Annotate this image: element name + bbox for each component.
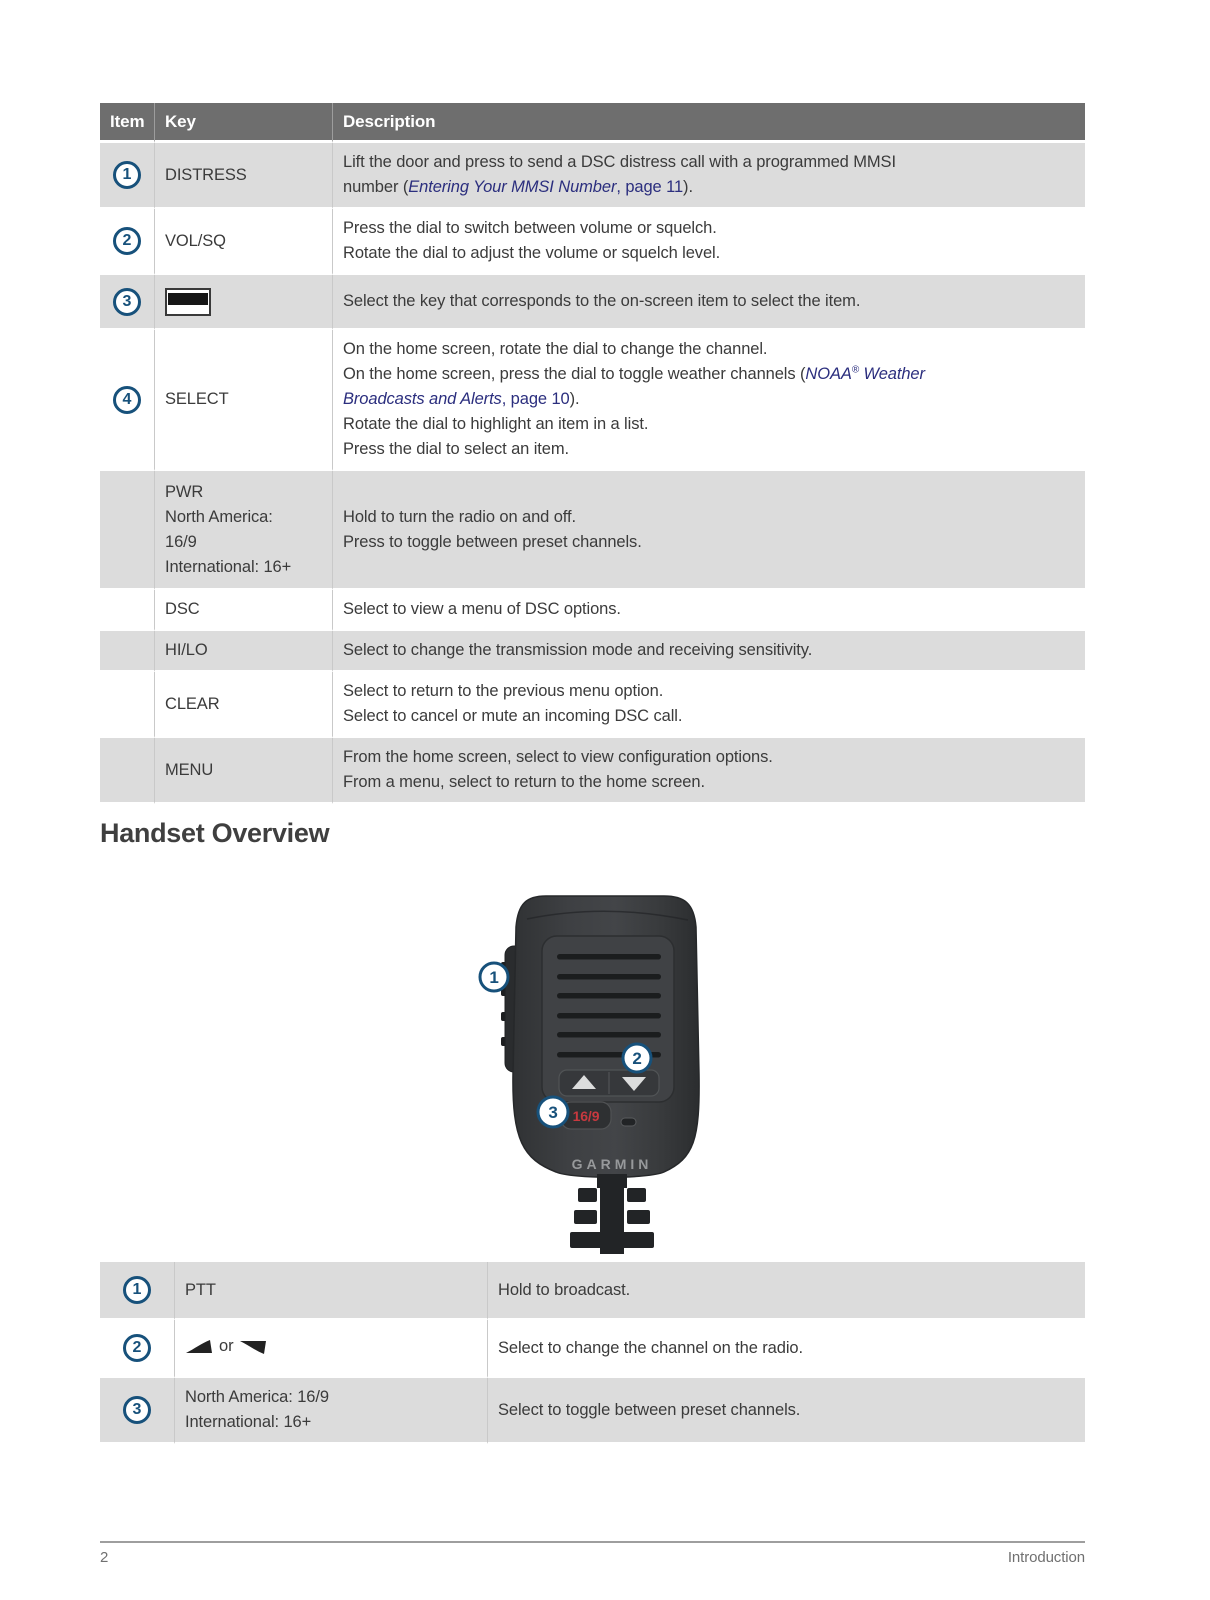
cross-reference-link[interactable]: Weather xyxy=(859,365,925,383)
callout-3 xyxy=(538,1097,568,1127)
description-line xyxy=(343,175,1075,200)
description-line xyxy=(498,1398,1075,1423)
mic-hole xyxy=(621,1118,636,1126)
description-text: Press the dial to switch between volume or squelch. xyxy=(343,219,717,237)
description-line xyxy=(343,387,1075,412)
description-line xyxy=(343,362,1075,387)
table-row xyxy=(100,1378,1085,1444)
description-cell xyxy=(333,631,1085,672)
description-cell xyxy=(333,143,1085,209)
key-cell xyxy=(155,330,333,471)
cross-reference-link[interactable]: , page 11 xyxy=(616,178,684,196)
cross-reference-link[interactable]: , page 10 xyxy=(501,390,570,408)
item-callout-number: 3 xyxy=(113,288,141,316)
description-text: Select to cancel or mute an incoming DSC call. xyxy=(343,707,683,725)
description-text: From the home screen, select to view configuration options. xyxy=(343,748,773,766)
description-line xyxy=(343,150,1075,175)
description-text: Select to change the channel on the radio. xyxy=(498,1338,803,1357)
key-label-line: PTT xyxy=(185,1280,216,1299)
key-cell xyxy=(175,1378,488,1444)
item-cell xyxy=(100,1378,175,1444)
description-text: Hold to turn the radio on and off. xyxy=(343,507,576,526)
description-text: ). xyxy=(683,178,693,196)
description-text: Select to return to the previous menu option. xyxy=(343,682,664,700)
description-line xyxy=(343,679,1075,704)
item-cell xyxy=(100,738,155,804)
key-label-line: North America: xyxy=(165,507,273,526)
key-cell xyxy=(155,209,333,275)
item-callout-number: 1 xyxy=(113,161,141,189)
key-label-line: SELECT xyxy=(165,390,229,408)
callout-number: 2 xyxy=(632,1049,642,1068)
description-cell xyxy=(333,672,1085,738)
cross-reference-link[interactable]: Broadcasts and Alerts xyxy=(343,390,502,408)
cross-reference-link[interactable]: Entering Your MMSI Number xyxy=(408,178,617,196)
page-footer xyxy=(100,1549,1085,1566)
description-text: Select the key that corresponds to the on-screen item to select the item. xyxy=(343,292,861,310)
key-cell xyxy=(175,1262,488,1320)
key-label-line: MENU xyxy=(165,760,214,779)
description-cell xyxy=(333,275,1085,330)
item-callout-number: 2 xyxy=(113,227,141,255)
key-label-line: International: 16+ xyxy=(185,1413,312,1431)
channel-button-label: 16/9 xyxy=(572,1108,600,1124)
item-cell xyxy=(100,209,155,275)
col-header-description: Description xyxy=(333,103,1085,143)
description-line xyxy=(498,1336,1075,1361)
callout-number: 1 xyxy=(489,968,499,987)
channel-arrow-buttons xyxy=(559,1070,659,1096)
description-cell xyxy=(333,209,1085,275)
handset-key-table xyxy=(100,1262,1085,1444)
table-row xyxy=(100,275,1085,330)
item-callout-number: 1 xyxy=(123,1276,151,1304)
description-line xyxy=(343,437,1075,462)
callout-2 xyxy=(623,1044,651,1072)
table-row xyxy=(100,471,1085,590)
strain-relief xyxy=(570,1174,654,1254)
description-cell xyxy=(488,1378,1085,1444)
description-cell xyxy=(333,471,1085,590)
key-label-line: HI/LO xyxy=(165,641,208,659)
item-cell xyxy=(100,330,155,471)
down-arrow-icon xyxy=(239,1340,267,1354)
key-function-table xyxy=(100,103,1085,804)
table-row xyxy=(100,672,1085,738)
key-table-body xyxy=(100,143,1085,804)
soft-key-icon xyxy=(165,288,211,316)
description-line xyxy=(343,745,1075,770)
footer-section-label: Introduction xyxy=(1007,1549,1085,1566)
description-text: Select to toggle between preset channels. xyxy=(498,1400,801,1419)
footer-divider xyxy=(100,1541,1085,1543)
description-text: Select to change the transmission mode and receiving sensitivity. xyxy=(343,641,813,659)
key-label-line: 16/9 xyxy=(165,532,197,551)
item-cell xyxy=(100,672,155,738)
key-cell xyxy=(155,275,333,330)
description-line xyxy=(343,241,1075,266)
item-callout-number: 2 xyxy=(123,1334,151,1362)
section-heading: Handset Overview xyxy=(100,818,330,848)
description-text: Rotate the dial to adjust the volume or squelch level. xyxy=(343,244,721,262)
table-row xyxy=(100,143,1085,209)
description-line xyxy=(343,412,1075,437)
key-label-line: International: 16+ xyxy=(165,557,292,576)
description-line xyxy=(343,216,1075,241)
item-cell xyxy=(100,275,155,330)
table-row xyxy=(100,330,1085,471)
table-row xyxy=(100,209,1085,275)
description-line xyxy=(343,337,1075,362)
description-line xyxy=(343,289,1075,314)
key-cell xyxy=(155,672,333,738)
cross-reference-link[interactable]: ® xyxy=(851,364,860,376)
soft-key-bar xyxy=(168,293,208,305)
key-cell xyxy=(155,471,333,590)
table-row xyxy=(100,631,1085,672)
description-line xyxy=(343,638,1075,663)
col-header-item: Item xyxy=(100,103,155,143)
description-line xyxy=(498,1278,1075,1303)
description-cell xyxy=(488,1262,1085,1320)
table-row xyxy=(100,738,1085,804)
cross-reference-link[interactable]: NOAA xyxy=(805,365,852,383)
table-row xyxy=(100,1320,1085,1378)
item-cell xyxy=(100,590,155,631)
garmin-logo: GARMIN xyxy=(571,1156,653,1172)
description-text: On the home screen, press the dial to toggle weather channels ( xyxy=(343,365,806,383)
key-cell xyxy=(155,738,333,804)
description-text: From a menu, select to return to the home screen. xyxy=(343,773,705,791)
table-header-row xyxy=(100,103,1085,143)
up-down-arrows xyxy=(185,1334,267,1359)
item-callout-number: 4 xyxy=(113,386,141,414)
description-text: On the home screen, rotate the dial to change the channel. xyxy=(343,340,768,358)
col-header-key: Key xyxy=(155,103,333,143)
description-cell xyxy=(333,330,1085,471)
description-text: Select to view a menu of DSC options. xyxy=(343,600,621,618)
description-text: Press to toggle between preset channels. xyxy=(343,532,642,551)
item-cell xyxy=(100,143,155,209)
up-arrow-icon xyxy=(185,1340,213,1354)
item-cell xyxy=(100,1320,175,1378)
description-line xyxy=(343,770,1075,795)
key-label-line: VOL/SQ xyxy=(165,231,226,250)
description-line xyxy=(343,530,1075,555)
description-text: number ( xyxy=(343,178,409,196)
description-cell xyxy=(333,738,1085,804)
table-row xyxy=(100,590,1085,631)
key-label-line: CLEAR xyxy=(165,694,220,713)
description-text: Press the dial to select an item. xyxy=(343,440,569,458)
description-text: Lift the door and press to send a DSC distress call with a programmed MMSI xyxy=(343,153,896,171)
callout-1 xyxy=(480,963,508,991)
item-callout-number: 3 xyxy=(123,1396,151,1424)
key-label-line: DSC xyxy=(165,600,200,618)
or-label: or xyxy=(219,1337,234,1356)
item-cell xyxy=(100,471,155,590)
description-line xyxy=(343,597,1075,622)
item-cell xyxy=(100,1262,175,1320)
description-line xyxy=(343,505,1075,530)
description-text: Rotate the dial to highlight an item in a list. xyxy=(343,415,649,433)
handset-table-body xyxy=(100,1262,1085,1444)
table-row xyxy=(100,1262,1085,1320)
description-cell xyxy=(488,1320,1085,1378)
key-label-line: DISTRESS xyxy=(165,165,247,184)
key-label-line: PWR xyxy=(165,482,204,501)
key-cell xyxy=(155,631,333,672)
description-cell xyxy=(333,590,1085,631)
key-cell xyxy=(175,1320,488,1378)
page-number: 2 xyxy=(100,1549,109,1566)
callout-number: 3 xyxy=(548,1103,558,1122)
handset-illustration xyxy=(450,866,770,1266)
key-label-line: North America: 16/9 xyxy=(185,1388,329,1406)
key-cell xyxy=(155,590,333,631)
description-text: ). xyxy=(569,390,580,408)
description-text: Hold to broadcast. xyxy=(498,1280,631,1299)
item-cell xyxy=(100,631,155,672)
description-line xyxy=(343,704,1075,729)
key-cell xyxy=(155,143,333,209)
